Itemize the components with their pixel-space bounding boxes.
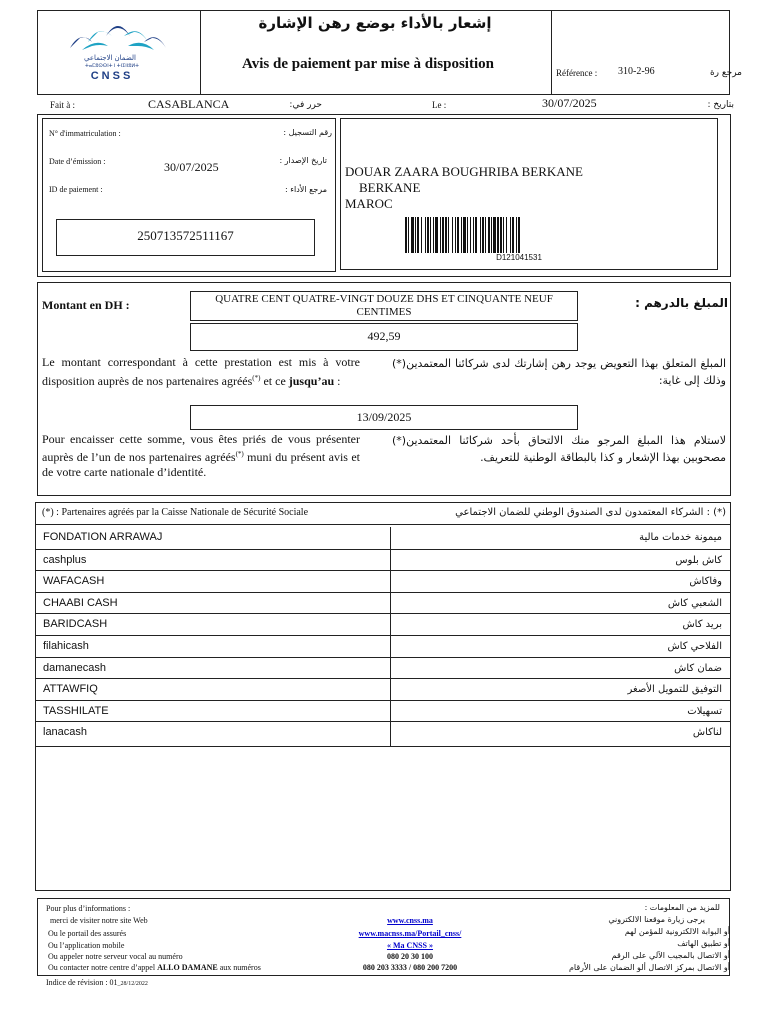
cash-text-fr [42, 432, 360, 480]
immatriculation-label-ar: رقم التسجيل : [283, 128, 332, 137]
header-divider-right [551, 10, 552, 95]
partner-row [36, 678, 730, 701]
footer-app-ar: أو تطبيق الهاتف [677, 939, 730, 948]
barcode-bar [440, 217, 441, 253]
partner-name-ar: ضمان كاش [674, 662, 722, 674]
fait-value: CASABLANCA [148, 97, 230, 111]
barcode-text: D121041531 [496, 253, 542, 262]
available-fr-part2: et ce [260, 374, 289, 388]
available-text-fr [42, 354, 360, 389]
address-line-1: DOUAR ZAARA BOUGHRIBA BERKANE [345, 164, 583, 179]
footer-call-ar: أو الاتصال بمركز الاتصال ألو الضمان على الأرقام [568, 963, 730, 972]
partner-row [36, 657, 730, 680]
partner-row [36, 613, 730, 636]
barcode-bar [506, 217, 507, 253]
partner-name-fr: TASSHILATE [43, 704, 109, 717]
barcode-bar [512, 217, 514, 253]
footer-info-fr: Pour plus d’informations : [46, 904, 131, 913]
reference-value: 310-2-96 [618, 66, 655, 77]
fait-label-ar: حرر في: [289, 100, 322, 110]
partner-name-fr: damanecash [43, 661, 106, 674]
footer-info-ar: للمزيد من المعلومات : [644, 903, 720, 912]
le-label: Le : [432, 100, 447, 110]
amount-words: QUATRE CENT QUATRE-VINGT DOUZE DHS ET CINQUANTE NEUF CENTIMES [215, 293, 553, 318]
footer-portal-fr: Ou le portail des assurés [48, 929, 127, 938]
footer-web-ar: يرجى زيارة موقعنا الالكتروني [608, 915, 705, 924]
barcode-bar [417, 217, 419, 253]
barcode-bar [408, 217, 409, 253]
immatriculation-label: N° d'immatriculation : [49, 129, 121, 138]
partner-name-ar: ميمونة خدمات مالية [639, 532, 722, 543]
barcode-bar [457, 217, 459, 253]
deadline-value: 13/09/2025 [356, 410, 412, 424]
footer-call-numbers: 080 203 3333 / 080 200 7200 [362, 963, 458, 972]
payment-id-value: 250713572511167 [137, 228, 234, 243]
barcode-bar [435, 217, 438, 253]
barcode-bar [452, 217, 453, 253]
barcode-bar [497, 217, 499, 253]
address-line-2: BERKANE [359, 180, 421, 195]
footer-voice-fr: Ou appeler notre serveur vocal au numéro [48, 952, 183, 961]
barcode-bar [445, 217, 447, 253]
partner-name-ar: كاش بلوس [675, 554, 722, 566]
partners-table-bottom [35, 746, 731, 747]
logo-cnss-text: CNSS [90, 70, 134, 82]
fait-label: Fait à : [50, 100, 75, 110]
partner-row [36, 570, 730, 593]
footer-app-link[interactable]: « Ma CNSS » [386, 941, 433, 950]
available-text-ar: المبلغ المتعلق بهذا التعويض يوجد رهن إشارتك لدى شركائنا المعتمدين(*) وذلك إلى غاية: [392, 357, 726, 387]
barcode-bar [473, 217, 474, 253]
partner-name-fr: cashplus [43, 553, 87, 566]
available-fr-sup: (*) [252, 374, 261, 382]
cnss-logo [62, 16, 174, 88]
partner-name-ar: الشعبي كاش [667, 597, 722, 609]
partner-name-fr: FONDATION ARRAWAJ [43, 531, 163, 543]
available-fr-part1: Le montant correspondant à cette prestation est mis à votre disposition auprès de nos partenaires agréés [42, 355, 360, 388]
footer-portal-ar: أو البوابة الالكترونية للمؤمن لهم [624, 927, 730, 936]
partner-name-ar: تسهيلات [687, 705, 722, 717]
barcode-bar [510, 217, 511, 253]
footer-call-bold: ALLO DAMANE [157, 963, 218, 972]
barcode-bar [461, 217, 462, 253]
barcode-bar [415, 217, 416, 253]
barcode-bar [488, 217, 490, 253]
partner-name-fr: filahicash [43, 640, 89, 652]
barcode-bar [467, 217, 468, 253]
revision-label: Indice de révision : 01 [46, 978, 118, 987]
barcode-bar [411, 217, 414, 253]
footer-portal-link[interactable]: www.macnss.ma/Portail_cnss/ [358, 929, 462, 938]
footer-call-part2: aux numéros [217, 963, 261, 972]
reference-label-ar: مرجع رة [709, 68, 742, 78]
partner-name-ar: التوفيق للتمويل الأصغر [627, 684, 722, 696]
partners-title-fr: (*) : Partenaires agréés par la Caisse Nationale de Sécurité Sociale [42, 507, 309, 518]
barcode-bar [480, 217, 481, 253]
barcode-bar [442, 217, 444, 253]
cash-text-ar: لاستلام هذا المبلغ المرجو منك الالتحاق بأحد شركائنا المعتمدين(*) مصحوبين بهذا الإشعار و كذا بالبطاقة الوطنية للتعريف. [392, 434, 726, 464]
address-line-3: MAROC [345, 196, 393, 211]
partner-row [36, 549, 730, 572]
footer-web-link[interactable]: www.cnss.ma [387, 916, 433, 925]
barcode-bar [455, 217, 456, 253]
partner-name-ar: الفلاحي كاش [667, 641, 722, 652]
barcode-bar [427, 217, 429, 253]
barcode-bar [482, 217, 484, 253]
barcode-bar [433, 217, 434, 253]
payment-id-label: ID de paiement : [49, 185, 103, 194]
barcode-bar [475, 217, 477, 253]
partner-name-ar: وفاكاش [689, 576, 722, 588]
partners-title-ar: (*) : الشركاء المعتمدون لدى الصندوق الوطني للضمان الاجتماعي [455, 507, 726, 518]
footer-call-fr [48, 963, 261, 972]
barcode-bar [503, 217, 504, 253]
partner-row [36, 527, 730, 549]
revision-date: _28/12/2022 [117, 981, 148, 987]
amount-label-ar: المبلغ بالدرهم : [635, 296, 728, 310]
footer-call-part1: Ou contacter notre centre d’appel [48, 963, 158, 972]
cash-fr-part1: Pour encaisser cette somme, vous êtes priés de vous présenter auprès de l’un de nos partenaires agréés [42, 432, 360, 464]
available-fr-bold: jusqu’au [288, 374, 335, 388]
partner-name-fr: BARIDCASH [43, 618, 108, 631]
amount-value: 492,59 [367, 329, 401, 343]
revision-index [46, 978, 148, 987]
title-french: Avis de paiement par mise à disposition [242, 56, 494, 72]
barcode-bar [430, 217, 431, 253]
partners-table [36, 527, 730, 747]
footer-voice-ar: أو الاتصال بالمجيب الآلي على الرقم [611, 951, 730, 960]
cnss-logo-icon [62, 16, 174, 56]
title-arabic: إشعار بالأداء بوضع رهن الإشارة [258, 14, 492, 32]
barcode-bar [470, 217, 471, 253]
barcode-bar [405, 217, 407, 253]
barcode-bar [448, 217, 449, 253]
le-label-ar: بتاريخ : [707, 100, 734, 110]
barcode-bar [493, 217, 496, 253]
barcode-bar [500, 217, 502, 253]
amount-label-fr: Montant en DH : [42, 298, 130, 312]
partner-name-fr: ATTAWFIQ [43, 683, 98, 696]
logo-tifinagh-text: ⵜⴰⵎⵓⵙⵙⵏⵜ ⵏ ⵜⵏⵉⵏⵏⵓⵍⵜ [85, 63, 139, 69]
available-fr-part3: : [334, 374, 341, 388]
emission-label-ar: تاريخ الإصدار : [279, 156, 327, 165]
footer-web-fr: merci de visiter notre site Web [50, 916, 148, 925]
partner-name-fr: lanacash [43, 726, 88, 739]
partner-name-ar: بريد كاش [682, 619, 722, 631]
logo-arabic-text: الضمان الاجتماعي [84, 55, 136, 62]
partner-name-fr: CHAABI CASH [43, 596, 118, 609]
barcode-bar [516, 217, 517, 253]
barcode-bar [491, 217, 492, 253]
barcode-bar [518, 217, 520, 253]
footer-voice-number: 080 20 30 100 [387, 952, 433, 961]
partner-row [36, 592, 730, 615]
partners-title-divider [35, 524, 731, 525]
header-divider-left [200, 10, 201, 95]
payment-id-label-ar: مرجع الأداء : [284, 185, 327, 194]
footer-app-fr: Ou l’application mobile [48, 941, 125, 950]
emission-value: 30/07/2025 [164, 160, 219, 174]
partner-row [36, 700, 730, 723]
barcode [405, 217, 633, 253]
barcode-bar [421, 217, 422, 253]
barcode-bar [463, 217, 466, 253]
cash-fr-part2: muni du présent avis et de votre carte nationale d’identité. [42, 450, 360, 479]
partner-name-ar: لناكاش [692, 727, 722, 739]
barcode-bar [485, 217, 486, 253]
partner-row [36, 635, 730, 658]
le-value: 30/07/2025 [542, 96, 597, 110]
partner-name-fr: WAFACASH [43, 575, 105, 588]
partner-row [36, 721, 730, 744]
cash-fr-sup: (*) [235, 450, 244, 458]
reference-label-fr: Référence : [556, 68, 598, 78]
emission-label: Date d’émission : [49, 157, 106, 166]
barcode-bar [425, 217, 426, 253]
